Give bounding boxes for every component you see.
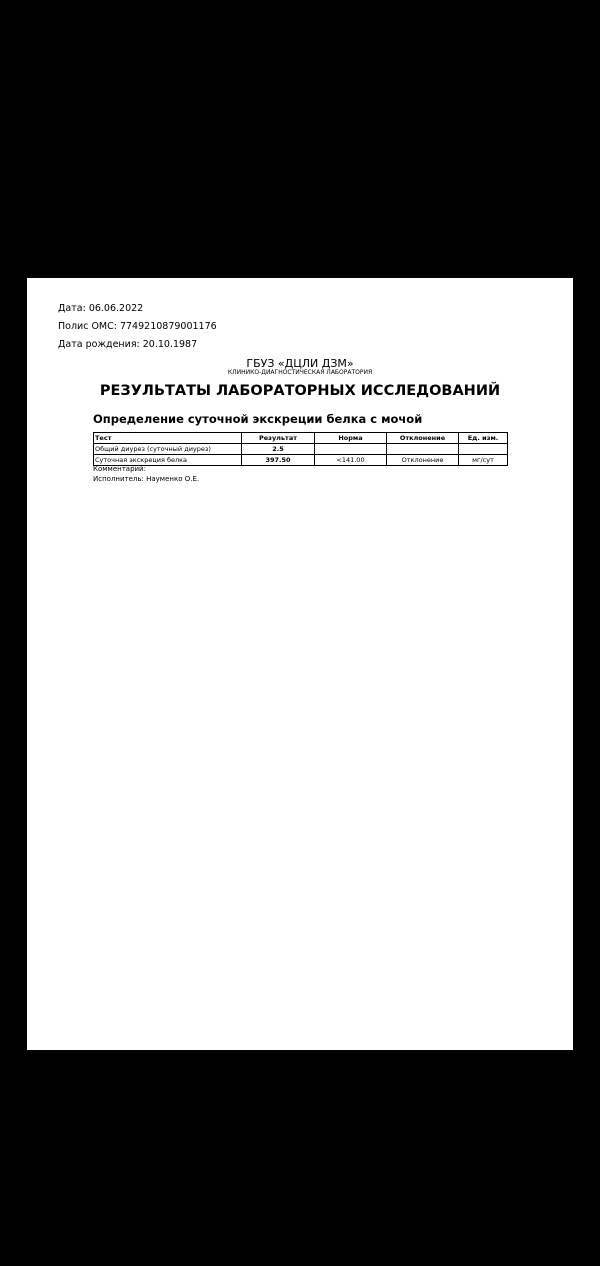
header-unit: Ед. изм. [459,433,508,444]
executor-label: Исполнитель: Науменко О.Е. [93,475,200,483]
table-row [94,444,508,455]
header-deviation: Отклонение [387,433,459,444]
cell-unit: мг/сут [459,455,508,466]
document-title: РЕЗУЛЬТАТЫ ЛАБОРАТОРНЫХ ИССЛЕДОВАНИЙ [99,383,501,399]
organization-name: ГБУЗ «ДЦЛИ ДЗМ» [246,357,354,370]
header-norm: Норма [315,433,387,444]
cell-test: Общий диурез (суточный диурез) [94,444,242,455]
table-row [94,455,508,466]
report-page [27,278,573,1050]
cell-norm: <141.00 [315,455,387,466]
header-result: Результат [242,433,315,444]
report-date: Дата: 06.06.2022 [58,303,144,314]
policy-number: Полис ОМС: 7749210879001176 [58,321,217,332]
cell-result: 2.5 [242,444,315,455]
cell-deviation: Отклонение [387,455,459,466]
section-title: Определение суточной экскреции белка с мочой [93,412,423,426]
cell-result: 397.50 [242,455,315,466]
table-header-row [94,433,508,444]
cell-test: Суточная экскреция белка [94,455,242,466]
results-table [93,432,508,466]
cell-deviation [387,444,459,455]
cell-unit [459,444,508,455]
cell-norm [315,444,387,455]
comment-label: Комментарий: [93,465,146,473]
organization-subtitle: КЛИНИКО-ДИАГНОСТИЧЕСКАЯ ЛАБОРАТОРИЯ [227,369,373,376]
header-test: Тест [94,433,242,444]
birth-date: Дата рождения: 20.10.1987 [58,339,198,350]
